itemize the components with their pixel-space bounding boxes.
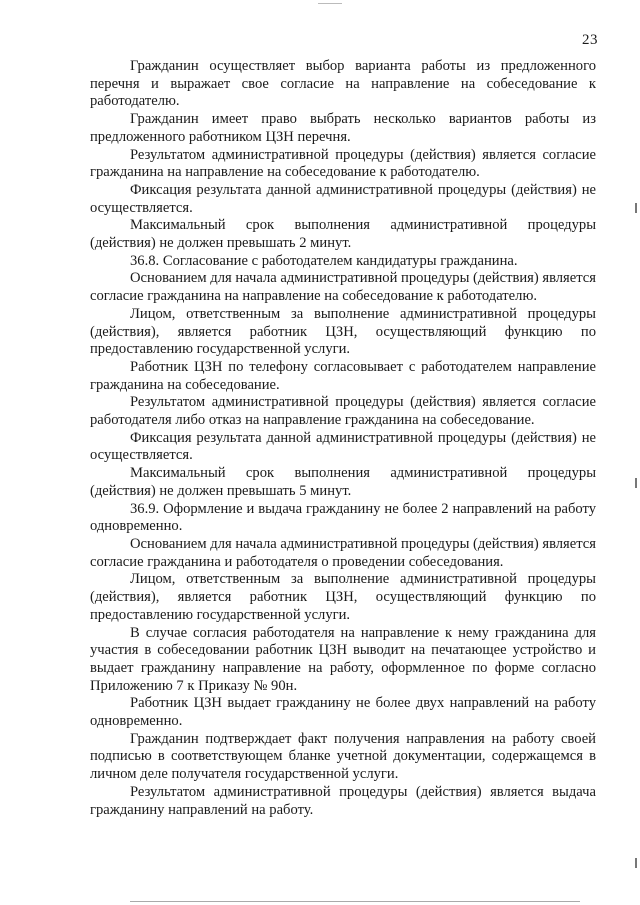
section-heading-36-9: 36.9. Оформление и выдача гражданину не более 2 направлений на работу одновременно. [90,500,596,535]
page-number: 23 [582,32,598,48]
scan-edge-mark [635,203,637,213]
paragraph: Фиксация результата данной административной процедуры (действия) не осуществляется. [90,429,596,464]
scan-edge-mark [635,478,637,488]
paragraph: Работник ЦЗН выдает гражданину не более двух направлений на работу одновременно. [90,695,596,730]
paragraph: Основанием для начала административной процедуры (действия) является согласие гражданина и работодателя о проведении собеседования. [90,535,596,570]
paragraph: Гражданин подтверждает факт получения направления на работу своей подписью в соответствующем бланке учетной документации, содержащемся в личном деле получателя государственной услуги. [90,730,596,783]
paragraph: Максимальный срок выполнения административной процедуры (действия) не должен превышать 2 минут. [90,217,596,252]
paragraph: Результатом административной процедуры (действия) является согласие работодателя либо отказ на направление гражданина на собеседование. [90,394,596,429]
scan-edge-mark [635,858,637,868]
document-body [90,58,596,819]
scan-bottom-edge [130,901,580,902]
paragraph: Максимальный срок выполнения административной процедуры (действия) не должен превышать 5 минут. [90,465,596,499]
paragraph: Работник ЦЗН по телефону согласовывает с работодателем направление гражданина на собеседование. [90,358,596,393]
paragraph: Гражданин имеет право выбрать несколько вариантов работы из предложенного работником ЦЗН перечня. [90,111,596,145]
scan-artifact-top [318,0,342,4]
paragraph: Лицом, ответственным за выполнение административной процедуры (действия), является работник ЦЗН, осуществляющий функцию по предоставлению государственной услуги. [90,571,596,623]
paragraph: Основанием для начала административной процедуры (действия) является согласие гражданина на направление на собеседование к работодателю. [90,270,596,305]
paragraph: Фиксация результата данной административной процедуры (действия) не осуществляется. [90,181,596,216]
paragraph: В случае согласия работодателя на направление к нему гражданина для участия в собеседовании работник ЦЗН выводит на печатающее устройство и выдает гражданину направление на работу, оформленное по форме согласно Приложению 7 к Приказу № 90н. [90,624,596,694]
section-heading-36-8: 36.8. Согласование с работодателем кандидатуры гражданина. [130,252,518,269]
paragraph: Результатом административной процедуры (действия) является согласие гражданина на направление на собеседование к работодателю. [90,146,596,181]
paragraph: Результатом административной процедуры (действия) является выдача гражданину направлений на работу. [90,783,596,818]
paragraph: Гражданин осуществляет выбор варианта работы из предложенного перечня и выражает свое согласие на направление на собеседование к работодателю. [90,58,596,110]
paragraph: Лицом, ответственным за выполнение административной процедуры (действия), является работник ЦЗН, осуществляющий функцию по предоставлению государственной услуги. [90,305,596,358]
